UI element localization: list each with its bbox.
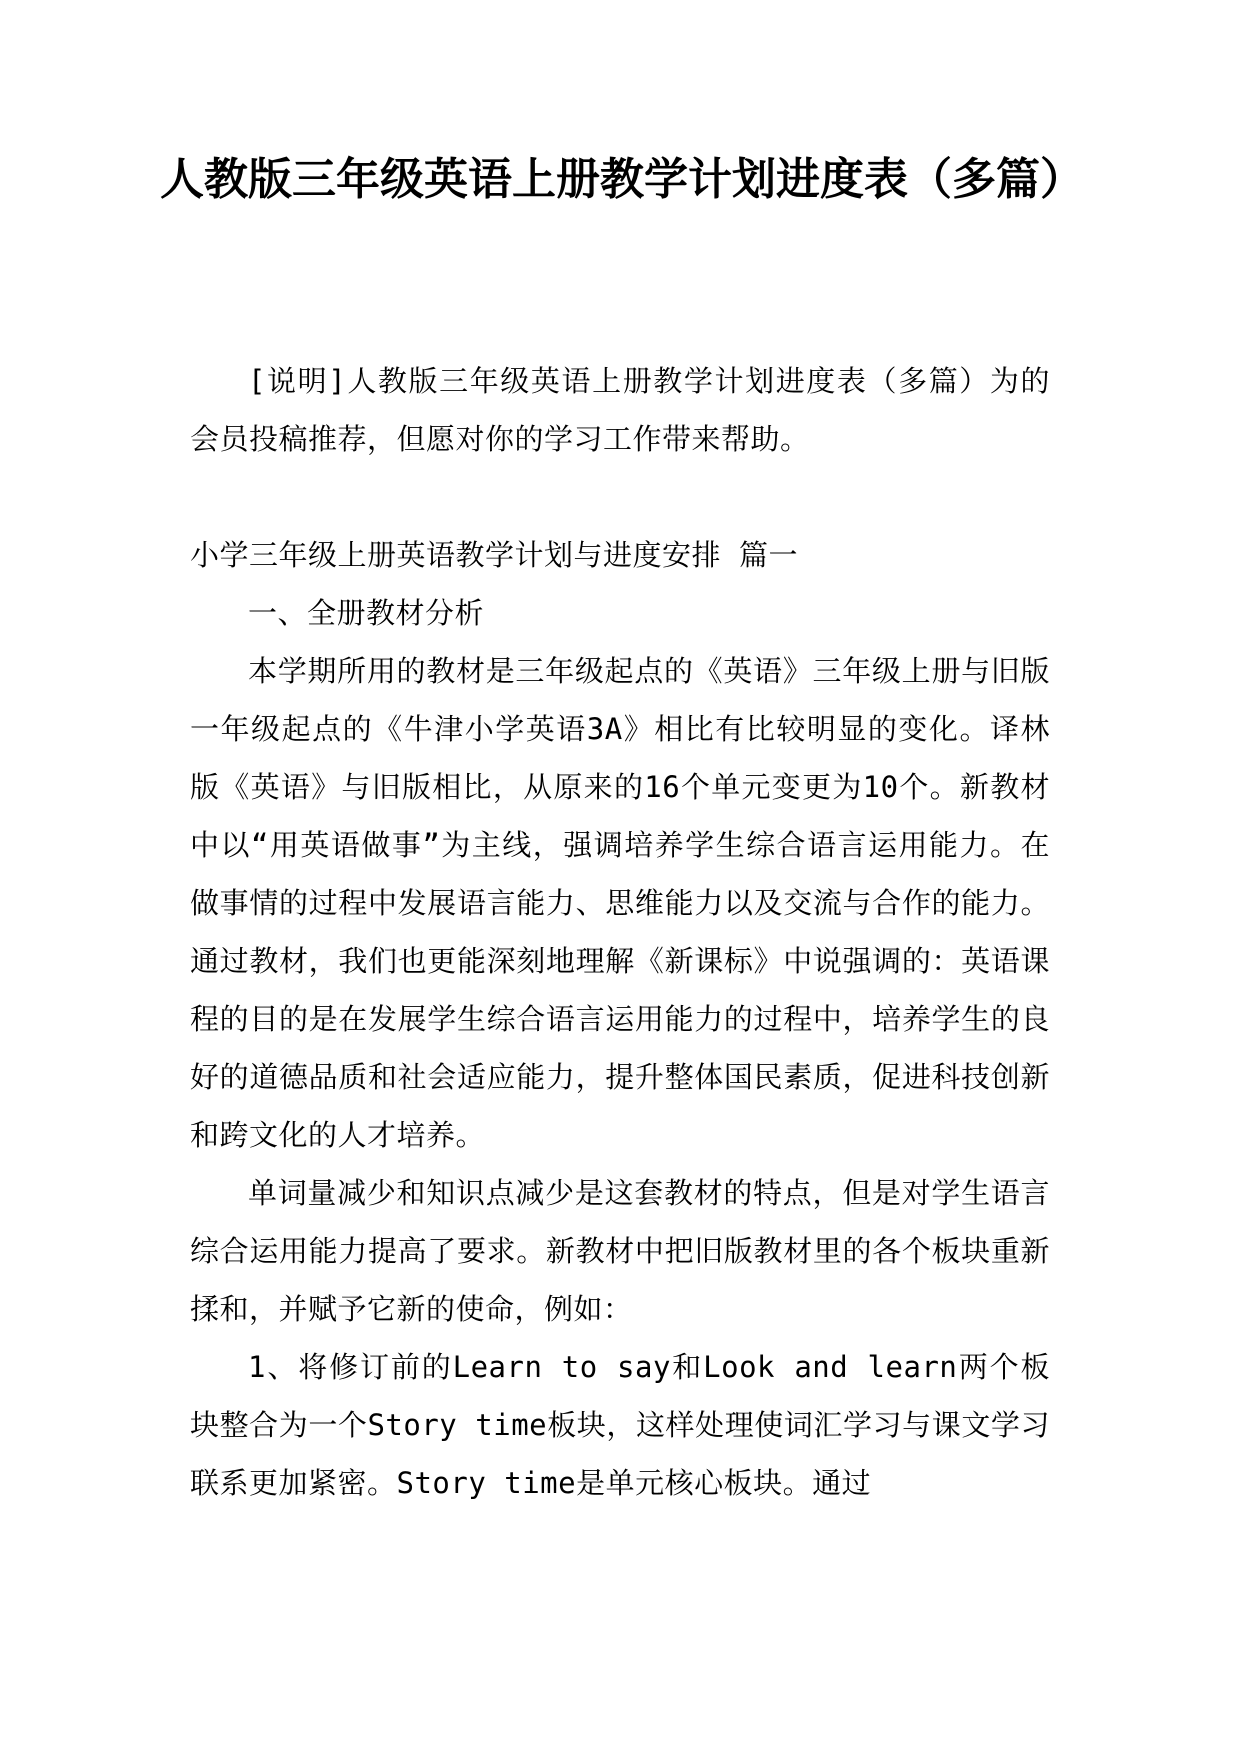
body-paragraph: 1、将修订前的Learn to say和Look and learn两个板块整合为一个Story time板块，这样处理使词汇学习与课文学习联系更加紧密。Story time是单元核心板块。通过 [190, 1350, 1050, 1500]
body-paragraph: 本学期所用的教材是三年级起点的《英语》三年级上册与旧版一年级起点的《牛津小学英语3A》相比有比较明显的变化。译林版《英语》与旧版相比，从原来的16个单元变更为10个。新教材中以“用英语做事”为主线，强调培养学生综合语言运用能力。在做事情的过程中发展语言能力、思维能力以及交流与合作的能力。通过教材，我们也更能深刻地理解《新课标》中说强调的：英语课程的目的是在发展学生综合语言运用能力的过程中，培养学生的良好的道德品质和社会适应能力，提升整体国民素质，促进科技创新和跨文化的人才培养。 [190, 654, 1050, 1152]
body-paragraph: 单词量减少和知识点减少是这套教材的特点，但是对学生语言综合运用能力提高了要求。新教材中把旧版教材里的各个板块重新揉和，并赋予它新的使命，例如： [190, 1176, 1050, 1326]
document-body [190, 352, 1050, 1512]
intro-paragraph: [说明]人教版三年级英语上册教学计划进度表（多篇）为的会员投稿推荐，但愿对你的学习工作带来帮助。 [190, 364, 1050, 456]
document-title: 人教版三年级英语上册教学计划进度表（多篇） [160, 154, 1084, 205]
section-heading: 小学三年级上册英语教学计划与进度安排 篇一 [190, 538, 798, 572]
subheading: 一、全册教材分析 [248, 596, 485, 630]
